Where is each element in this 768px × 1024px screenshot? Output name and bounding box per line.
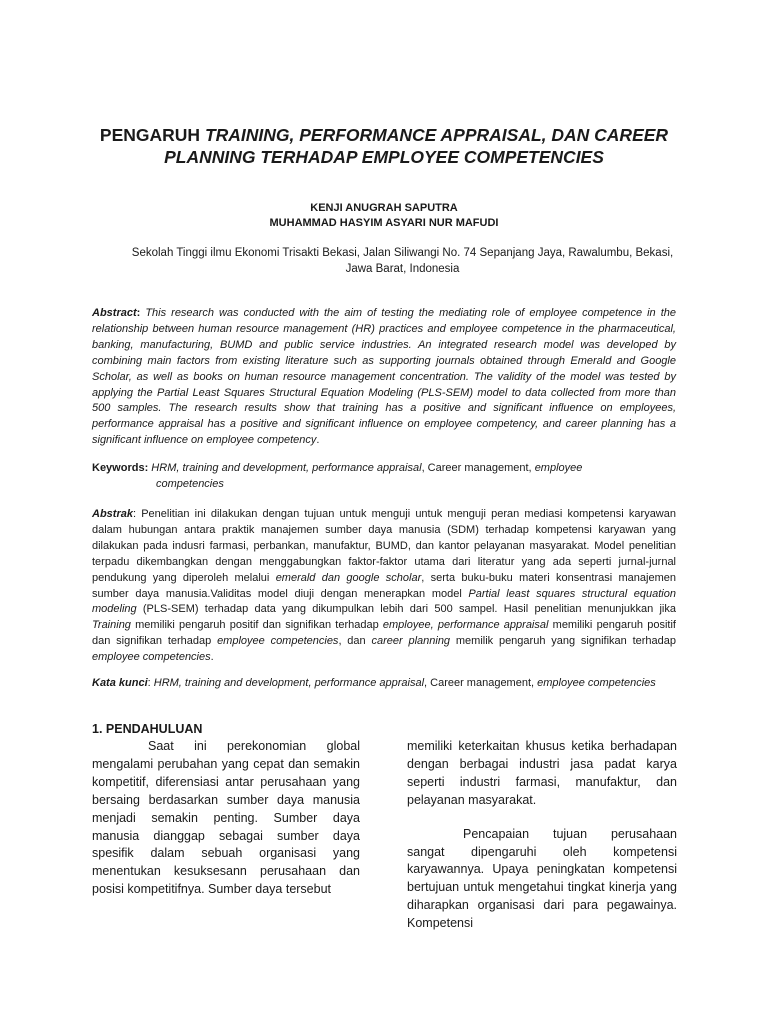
body-paragraph: memiliki keterkaitan khusus ketika berhadapan dengan berbagai industri jasa padat karya seperti industri farmasi, manufaktur, dan pelayanan masyarakat. (407, 739, 677, 807)
abstract-indonesian: Abstrak: Penelitian ini dilakukan dengan tujuan untuk menguji untuk menguji peran mediasi kompetensi karyawan dalam hubungan antara praktik manajemen sumber daya manusia (SDM) terhadap kompetensi karyawan yang dilakukan pada indusri farmasi, perbankan, manufaktur, BUMD, dan kantor pelayanan masyarakat. Model penelitian terpadu dikembangkan dengan menggabungkan faktor-faktor utama dari literatur yang ada seperti jurnal-jurnal pendukung yang diperoleh melalui emerald dan google scholar, serta buku-buku materi konsentrasi manajemen sumber daya manusia.Validitas model diuji dengan menerapkan model Partial least squares structural equation modeling (PLS-SEM) terhadap data yang dikumpulkan lebih dari 500 sampel. Hasil penelitian menunjukkan jika Training memiliki pengaruh positif dan signifikan terhadap employee, performance appraisal memiliki pengaruh positif dan signifikan terhadap employee competencies, dan career planning memilik pengaruh yang signifikan terhadap employee competencies. (92, 508, 676, 664)
body-column-right (407, 738, 677, 933)
keywords-indonesian: Kata kunci: HRM, training and development, performance appraisal, Career management, employee competencies (92, 677, 656, 689)
keywords-label: Keywords (92, 462, 145, 474)
body-paragraph: Saat ini perekonomian global mengalami perubahan yang cepat dan semakin kompetitif, diferensiasi antar perusahaan yang bersaing berdasarkan sumber daya manusia menjadi semakin penting. Sumber daya manusia dianggap sebagai sumber daya spesifik dalam sebuah organisasi yang menentukan kesuksesann perusahaan dan posisi kompetitifnya. Sumber daya tersebut (92, 739, 360, 897)
body-paragraph: Pencapaian tujuan perusahaan sangat dipengaruhi oleh kompetensi karyawannya. Upaya peningkatan kompetensi bertujuan untuk mengetahui tingkat kinerja yang diharapkan organisasi dari para pegawainya. Kompetensi (407, 826, 677, 931)
author-name: MUHAMMAD HASYIM ASYARI NUR MAFUDI (269, 217, 499, 229)
keywords-english: Keywords: HRM, training and development, performance appraisal, Career management, employee competencies (92, 462, 583, 490)
abstract-label: Abstract (92, 307, 137, 319)
author-affiliation: Sekolah Tinggi ilmu Ekonomi Trisakti Bekasi, Jalan Siliwangi No. 74 Sepanjang Jaya, Rawalumbu, Bekasi, Jawa Barat, Indonesia (131, 247, 674, 275)
paper-title-italic: TRAINING, PERFORMANCE APPRAISAL, DAN CAREER PLANNING TERHADAP EMPLOYEE COMPETENCIES (164, 125, 669, 167)
body-column-left (92, 738, 360, 899)
abstract-english: Abstract: This research was conducted with the aim of testing the mediating role of employee competence in the relationship between human resource management (HR) practices and employee competence in the pharmaceutical, banking, manufacturing, BUMD and public service industries. An integrated research model was developed by combining main factors from existing literature such as supporting journals obtained through Emerald and Google Scholar, as well as books on human resource management concentration. The validity of the model was tested by applying the Partial Least Squares Structural Equation Modeling (PLS-SEM) model to data collected from more than 500 samples. The research results show that training has a positive and significant influence on employees, performance appraisal has a positive and significant influence on employee competency, and career planning has a significant influence on employee competency. (92, 307, 676, 447)
kata-kunci-label: Kata kunci (92, 677, 148, 689)
abstrak-label: Abstrak (92, 508, 133, 520)
section-heading-pendahuluan: 1. PENDAHULUAN (92, 722, 203, 736)
paper-title: PENGARUH TRAINING, PERFORMANCE APPRAISAL, DAN CAREER PLANNING TERHADAP EMPLOYEE COMPETENCIES (99, 125, 669, 167)
author-list (92, 201, 676, 231)
author-name: KENJI ANUGRAH SAPUTRA (310, 202, 458, 214)
